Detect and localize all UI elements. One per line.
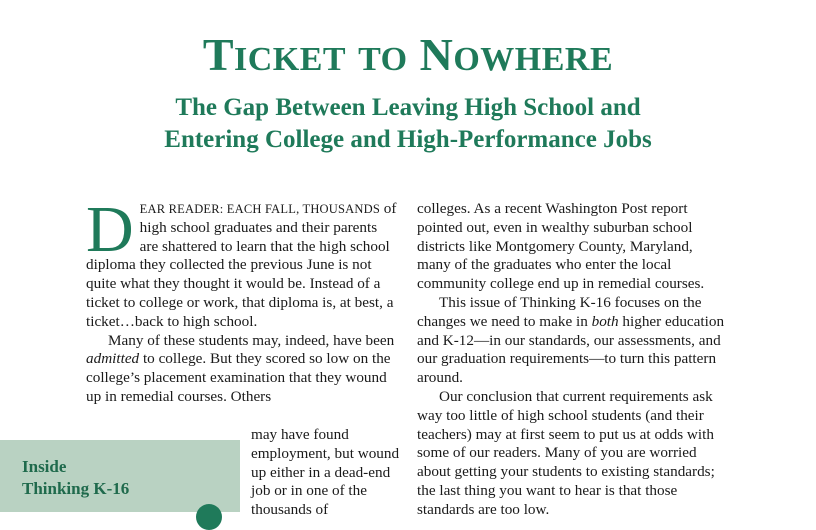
- rp2-text-b: higher education and K-12—in our standards, our assessments, and our graduation requirements—to turn this pattern around.: [417, 312, 725, 387]
- drop-cap: D: [86, 193, 134, 266]
- p2-text-b: to college. But they scored so low on the college’s placement examination that they wound up in remedial courses. Others: [86, 350, 391, 405]
- right-paragraph-2: [417, 294, 729, 388]
- inside-sidebar-box: [0, 440, 240, 512]
- sidebar-line-2: Thinking K-16: [22, 479, 130, 498]
- right-paragraph-3: Our conclusion that current requirements ask way too little of high school students (and their teachers) may at first seem to put us at odds with some of our readers. Many of you are worried about getting your students to existing standards; the last thing you want to hear is that those standards are too low.: [417, 387, 715, 518]
- column-left: [86, 193, 398, 407]
- article-subtitle: [0, 92, 816, 156]
- title-initial-t: T: [202, 29, 235, 80]
- intro-text: of high school graduates and their parents are shattered to learn that the high school diploma they collected the previous June is not quite what they thought it would be. Instead of a ticket to college or work, that diploma is, at best, a ticket…back to high school.: [86, 200, 397, 330]
- column-right: [417, 200, 729, 520]
- article-title: [0, 28, 816, 81]
- subtitle-line-2: Entering College and High-Performance Jobs: [164, 126, 652, 153]
- paragraph-intro: [86, 193, 398, 332]
- title-ticket: ICKET: [234, 41, 347, 78]
- bullet-circle-icon: [196, 504, 222, 530]
- rp2-emphasis: both: [591, 312, 619, 330]
- sidebar-heading: [22, 456, 129, 500]
- sidebar-line-1: Inside: [22, 457, 67, 476]
- rp2-text-a: This issue of Thinking K-16 focuses on the changes we need to make in: [417, 293, 702, 330]
- title-to: TO: [358, 41, 408, 78]
- column-left-wrap: may have found employment, but wound up either in a dead-end job or in one of the thousands of: [251, 426, 400, 519]
- title-initial-n: N: [419, 29, 454, 80]
- title-nowhere: OWHERE: [453, 41, 614, 78]
- subtitle-line-1: The Gap Between Leaving High School and: [175, 94, 641, 121]
- p2-emphasis: admitted: [86, 350, 140, 368]
- paragraph-2: [86, 332, 398, 407]
- right-paragraph-1: colleges. As a recent Washington Post report pointed out, even in wealthy suburban school districts like Montgomery County, Maryland, many of the graduates who enter the local community college end up in remedial courses.: [417, 200, 705, 293]
- lead-in: EAR READER: EACH FALL, THOUSANDS: [139, 202, 380, 216]
- p2-text-a: Many of these students may, indeed, have been: [108, 331, 395, 349]
